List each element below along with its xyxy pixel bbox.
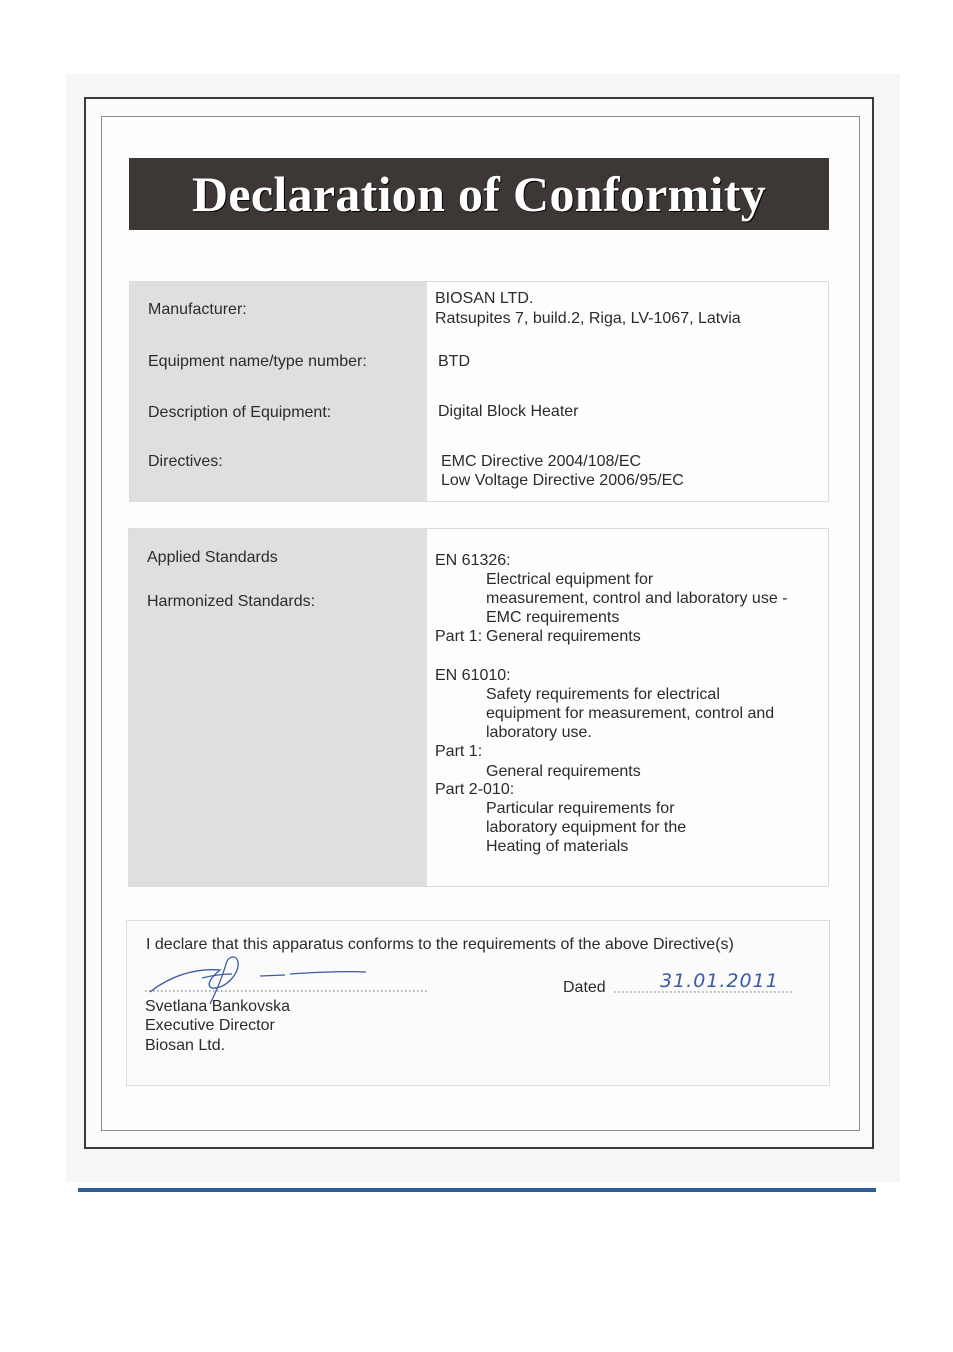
standard-part-text: General requirements — [486, 763, 641, 780]
signer-title: Executive Director — [145, 1017, 275, 1034]
signature-stroke — [290, 972, 366, 974]
standard-part-label: Part 2-010: — [435, 781, 515, 798]
directive-item: Low Voltage Directive 2006/95/EC — [441, 472, 684, 489]
standard-line: equipment for measurement, control and — [486, 705, 775, 722]
signature-stroke — [202, 974, 232, 978]
standard-line: Particular requirements for — [486, 800, 675, 817]
standard-line: Safety requirements for electrical — [486, 686, 720, 703]
title-text: Declaration of Conformity — [191, 166, 767, 222]
standard-line: Electrical equipment for — [486, 571, 654, 588]
standard-part-text: General requirements — [486, 628, 641, 645]
footer-rule — [78, 1188, 876, 1192]
label-column — [129, 529, 427, 886]
applied-standards-label: Applied Standards — [147, 549, 278, 566]
standard-part-label: Part 1: — [435, 743, 483, 760]
standard-line: EMC requirements — [486, 609, 620, 626]
manufacturer-name: BIOSAN LTD. — [435, 290, 534, 307]
manufacturer-address: Ratsupites 7, build.2, Riga, LV-1067, Latvia — [435, 310, 741, 327]
harmonized-standards-label: Harmonized Standards: — [147, 593, 316, 610]
standard-line: laboratory use. — [486, 724, 592, 741]
description-value: Digital Block Heater — [438, 403, 579, 420]
standard-part-label: Part 1: — [435, 628, 483, 645]
signature-stroke — [260, 975, 285, 976]
dated-label: Dated — [563, 979, 606, 996]
signer-company: Biosan Ltd. — [145, 1037, 226, 1054]
standard-line: Heating of materials — [486, 838, 629, 855]
standard-line: measurement, control and laboratory use - — [486, 590, 788, 607]
declaration-statement: I declare that this apparatus conforms to the requirements of the above Directive(s) — [146, 936, 734, 953]
standard-code: EN 61326: — [435, 552, 511, 569]
equipment-value: BTD — [438, 353, 470, 370]
signer-name: Svetlana Bankovska — [145, 998, 290, 1015]
directive-item: EMC Directive 2004/108/EC — [441, 453, 642, 470]
date-value: 31.01.2011 — [660, 970, 779, 992]
page-title — [129, 158, 829, 230]
directives-label: Directives: — [148, 453, 223, 470]
equipment-label: Equipment name/type number: — [148, 353, 367, 370]
manufacturer-label: Manufacturer: — [148, 301, 247, 318]
standard-code: EN 61010: — [435, 667, 511, 684]
description-label: Description of Equipment: — [148, 404, 332, 421]
standard-line: laboratory equipment for the — [486, 819, 687, 836]
